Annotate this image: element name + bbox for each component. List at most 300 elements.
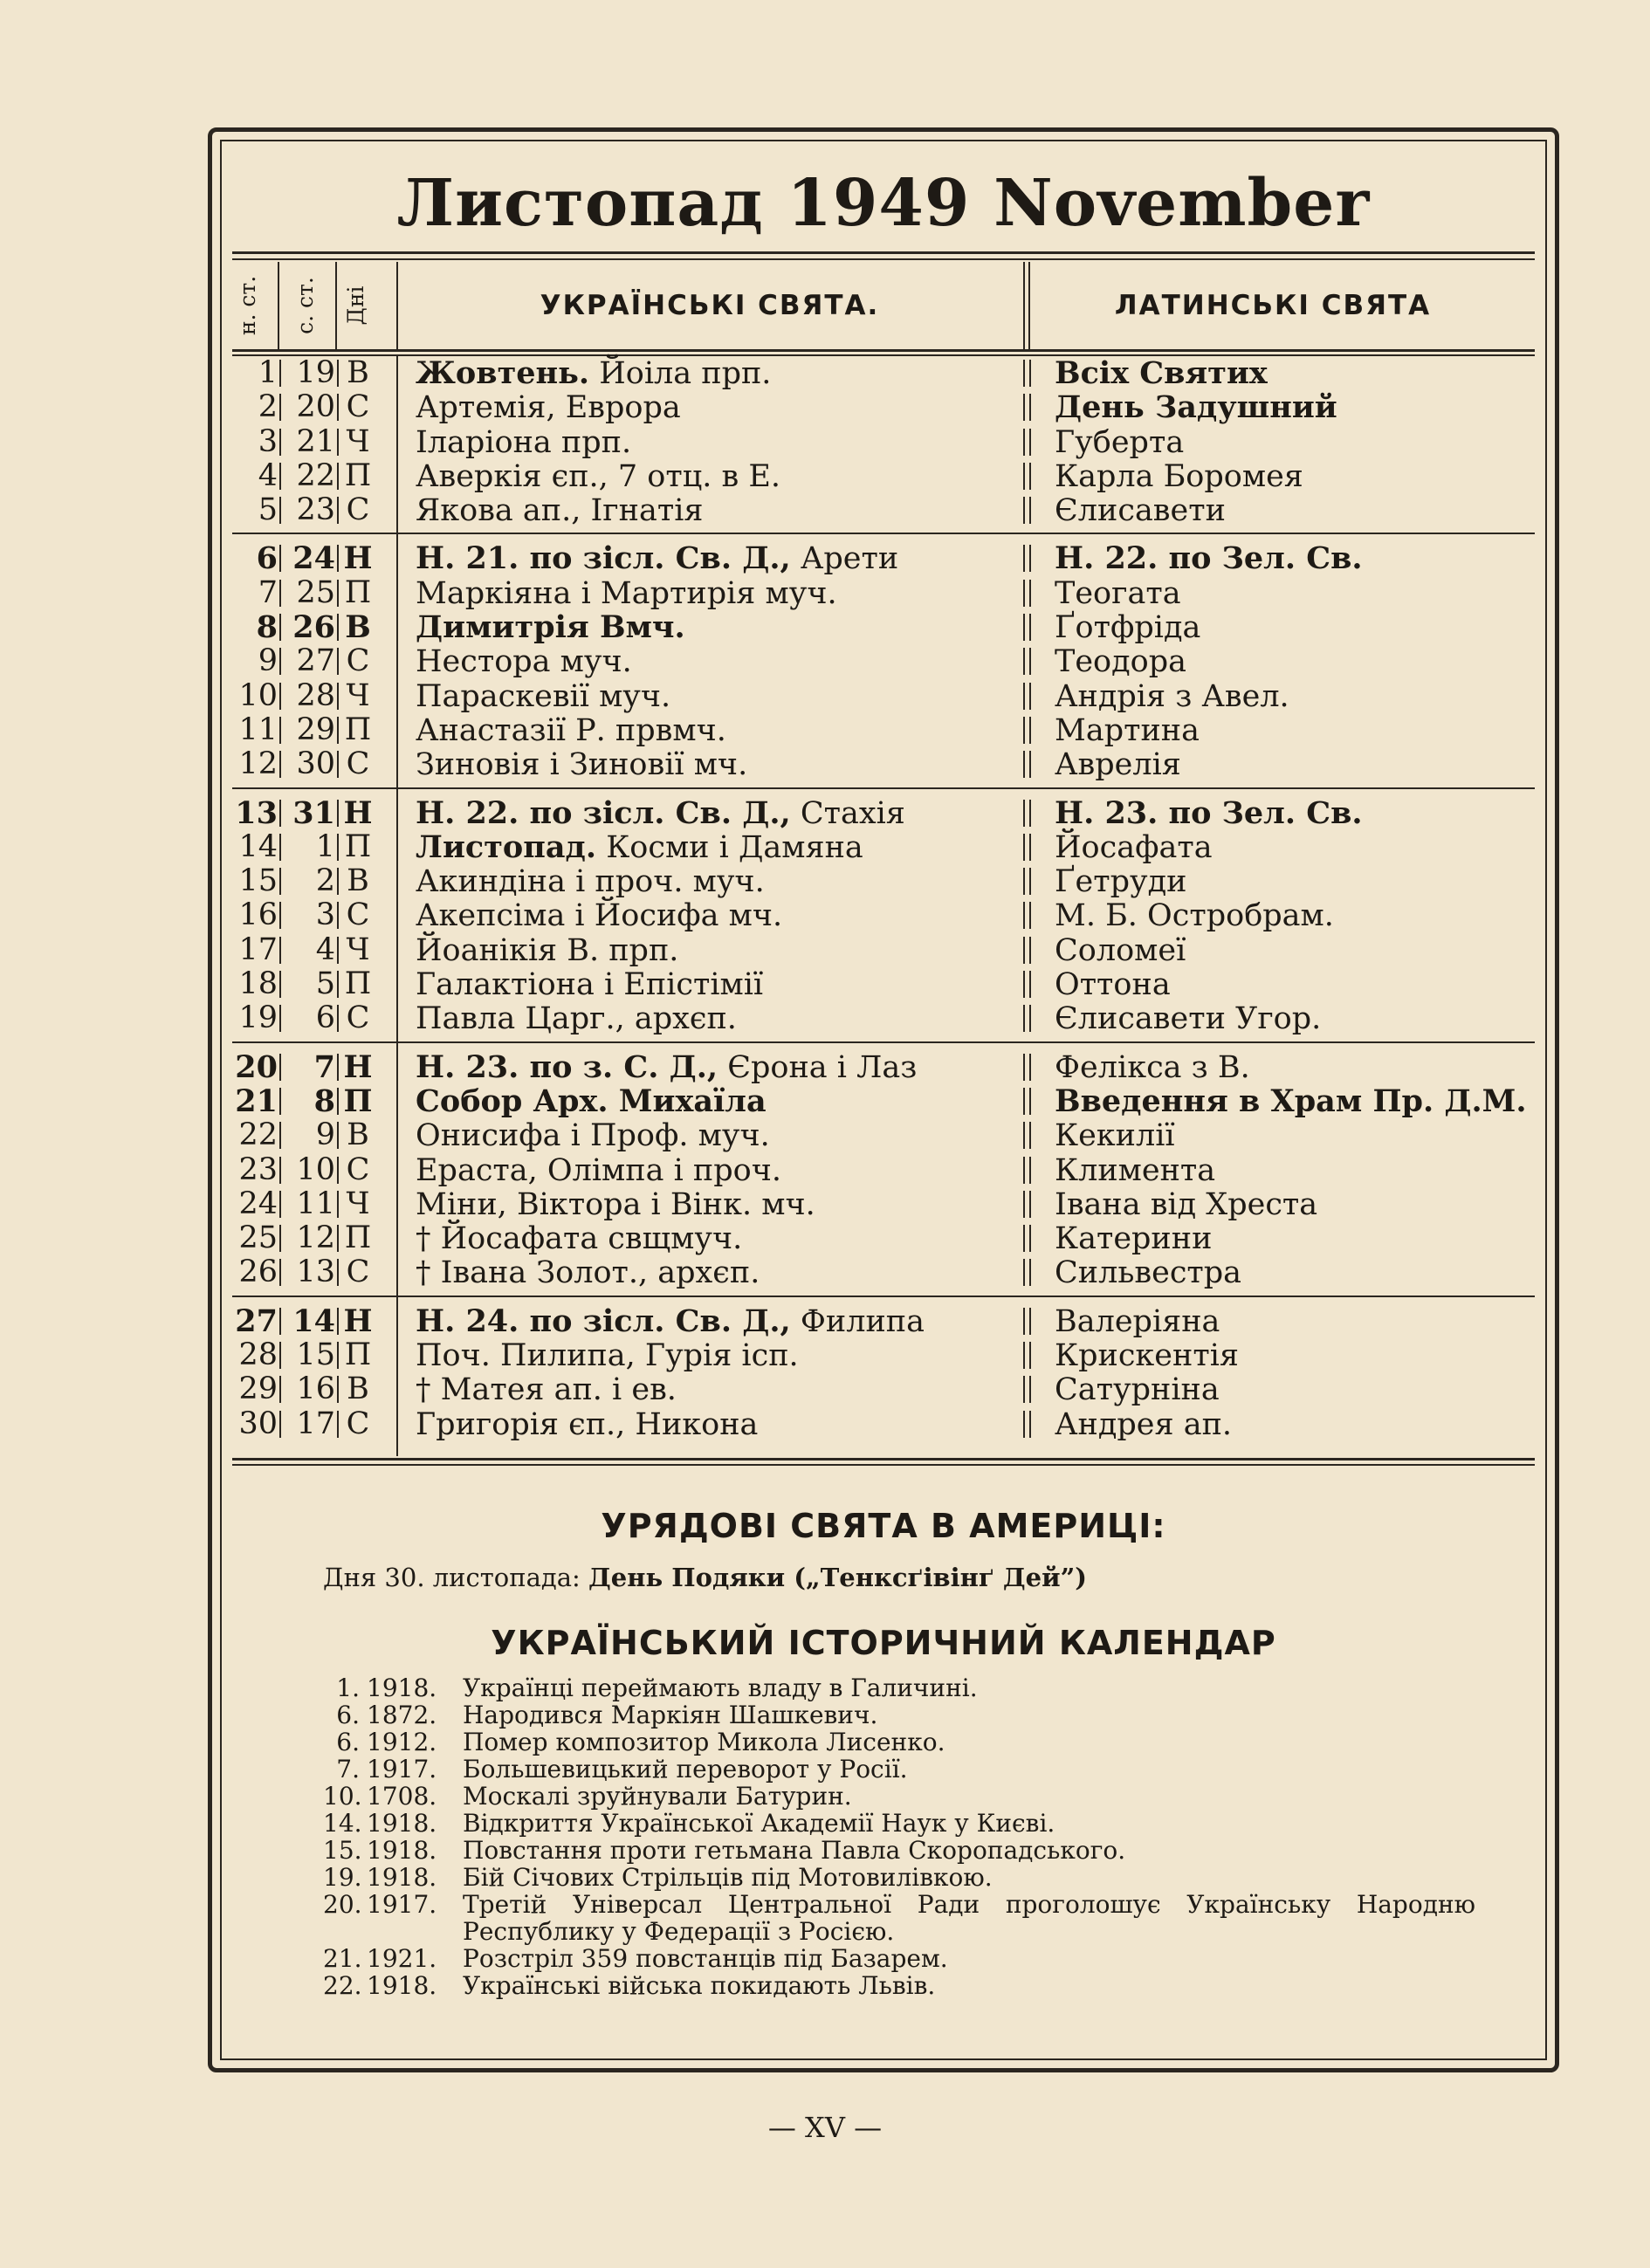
ukrainian-holiday-bold: Листопад. [416, 828, 597, 865]
weekday: П [344, 1337, 372, 1373]
calendar-row [232, 1338, 1535, 1372]
ukrainian-holiday [416, 1407, 758, 1442]
ukrainian-holiday [416, 1372, 677, 1407]
column-rule [279, 1225, 281, 1252]
column-rule-double [1023, 971, 1031, 998]
column-rule [337, 1259, 339, 1286]
latin-holiday [1055, 1187, 1317, 1222]
history-text: Москалі зруйнували Батурин. [463, 1782, 852, 1811]
column-rule-double [1023, 1088, 1031, 1115]
column-rule [279, 1342, 281, 1369]
ukrainian-holiday [416, 459, 780, 494]
new-style-day: 22 [238, 1117, 278, 1153]
column-rule [337, 1342, 339, 1369]
column-rule [279, 545, 281, 572]
header-latin-holidays: ЛАТИНСЬКІ СВЯТА [1114, 290, 1432, 321]
column-rule [337, 971, 339, 998]
ukrainian-holiday-text: Іларіона прп. [416, 424, 632, 460]
week-separator [232, 1036, 1535, 1050]
new-style-day: 26 [238, 1254, 278, 1290]
history-item [323, 1756, 1475, 1783]
latin-holiday [1055, 1084, 1527, 1119]
column-rule [279, 834, 281, 861]
column-rule [279, 971, 281, 998]
history-heading: УКРАЇНСЬКИЙ ІСТОРИЧНИЙ КАЛЕНДАР [491, 1624, 1276, 1662]
latin-holiday-text: Андрія з Авел. [1055, 678, 1289, 714]
column-rule [337, 648, 339, 675]
old-style-day: 11 [296, 1186, 335, 1221]
column-rule [279, 394, 281, 421]
history-text: Народився Маркіян Шашкевич. [463, 1701, 878, 1729]
calendar-row [232, 933, 1535, 967]
calendar-row [232, 864, 1535, 898]
calendar-row [232, 967, 1535, 1001]
column-rule [337, 1054, 339, 1081]
header-ukrainian-holidays: УКРАЇНСЬКІ СВЯТА. [540, 290, 880, 321]
column-rule-double [1023, 580, 1031, 607]
latin-holiday-bold: Введення в Храм Пр. Д.М. [1055, 1082, 1527, 1119]
old-style-day: 16 [296, 1371, 335, 1407]
column-rule [337, 937, 339, 964]
new-style-day: 10 [238, 677, 278, 713]
column-rule [337, 1088, 339, 1115]
column-rule [279, 1376, 281, 1403]
column-rule-double [1023, 545, 1031, 572]
new-style-day: 19 [238, 1000, 278, 1036]
column-rule [337, 1122, 339, 1149]
new-style-day: 15 [238, 863, 278, 899]
column-rule [279, 1308, 281, 1335]
ukrainian-holiday-text: Галактіона і Епістімії [416, 967, 764, 1003]
column-rule [279, 1122, 281, 1149]
history-day: 6. [336, 1728, 360, 1756]
calendar-row [232, 1050, 1535, 1084]
header-new-style: н. ст. [235, 275, 260, 336]
column-rule [279, 902, 281, 929]
weekday: Ч [346, 1186, 370, 1221]
calendar-row [232, 830, 1535, 864]
column-rule [279, 463, 281, 490]
history-year: 1918. [367, 1809, 437, 1838]
weekday: П [343, 1082, 373, 1119]
ukrainian-holiday [416, 713, 726, 748]
new-style-day: 23 [238, 1151, 278, 1187]
calendar-row [232, 1084, 1535, 1118]
column-rule [279, 937, 281, 964]
ukrainian-holiday-text: Арети [790, 541, 899, 577]
weekday: С [346, 1151, 370, 1187]
ukrainian-holiday [416, 493, 703, 528]
column-rule [337, 1411, 339, 1438]
ukrainian-holiday [416, 1338, 799, 1373]
column-rule-double [1023, 429, 1031, 456]
history-item [323, 1810, 1475, 1837]
ukrainian-holiday-text: Акепсіма і Йосифа мч. [416, 898, 783, 934]
column-rule [279, 497, 281, 524]
ukrainian-holiday-text: Поч. Пилипа, Гурія ісп. [416, 1338, 799, 1374]
calendar-row [232, 1118, 1535, 1152]
old-style-day: 5 [315, 966, 335, 1002]
weekday: Н [343, 1048, 373, 1085]
history-text: Большевицький переворот у Росії. [463, 1755, 908, 1783]
column-rule [337, 497, 339, 524]
history-text: Українці переймають владу в Галичині. [463, 1674, 978, 1702]
latin-holiday-text: Сатурніна [1055, 1372, 1220, 1408]
latin-holiday [1055, 1407, 1232, 1442]
weekday: Ч [346, 931, 370, 967]
history-text: Українські війська покидають Львів. [463, 1971, 936, 2000]
weekday: Н [343, 540, 373, 577]
history-day: 22. [323, 1971, 362, 2000]
history-year: 1918. [367, 1674, 437, 1702]
latin-holiday-text: Фелікса з В. [1055, 1049, 1250, 1085]
calendar-row [232, 1153, 1535, 1187]
history-text: Відкриття Української Академії Наук у Києві. [463, 1809, 1055, 1838]
old-style-day: 9 [315, 1117, 335, 1153]
old-style-day: 6 [315, 1000, 335, 1036]
column-rule [337, 834, 339, 861]
latin-holiday-text: Карла Боромея [1055, 458, 1303, 494]
table-rule-top [232, 1458, 1535, 1460]
ukrainian-holiday [416, 425, 631, 460]
weekday: С [346, 1405, 370, 1441]
ukrainian-holiday-text: Филипа [790, 1303, 925, 1339]
latin-holiday [1055, 747, 1181, 782]
ukrainian-holiday-text: Акиндіна і проч. муч. [416, 864, 765, 900]
weekday: С [346, 643, 370, 679]
ukrainian-holiday-text: † Йосафата свщмуч. [416, 1221, 743, 1257]
ukrainian-holiday [416, 576, 837, 611]
ukrainian-holiday-text: Зиновія і Зиновії мч. [416, 747, 748, 783]
old-style-day: 26 [292, 609, 335, 646]
old-style-day: 20 [296, 389, 335, 425]
column-rule-double [1023, 360, 1031, 387]
column-rule-double [1023, 868, 1031, 895]
calendar-row [232, 356, 1535, 390]
old-style-day: 28 [296, 677, 335, 713]
latin-holiday [1055, 390, 1337, 425]
latin-holiday-text: Єлисавети [1055, 493, 1226, 529]
ukrainian-holiday-text: † Івана Золот., архєп. [416, 1255, 760, 1291]
latin-holiday [1055, 864, 1186, 899]
old-style-day: 21 [296, 423, 335, 459]
latin-holiday-text: Теодора [1055, 644, 1187, 680]
title-rule-top [232, 251, 1535, 254]
weekday: П [344, 457, 372, 493]
column-rule [337, 394, 339, 421]
column-rule-double [1023, 1005, 1031, 1032]
old-style-day: 19 [296, 355, 335, 390]
calendar-row [232, 1304, 1535, 1338]
history-item [323, 1701, 1475, 1728]
calendar-row [232, 747, 1535, 781]
latin-holiday-text: Ґетруди [1055, 864, 1187, 900]
ukrainian-holiday-bold: Димитрія Вмч. [416, 609, 685, 646]
history-day: 21. [323, 1944, 362, 1973]
new-style-day: 25 [238, 1220, 278, 1256]
column-rule [337, 751, 339, 778]
column-rule-double [1023, 717, 1031, 744]
ukrainian-holiday-text: Онисифа і Проф. муч. [416, 1118, 770, 1154]
latin-holiday-text: Соломеї [1055, 932, 1186, 968]
history-text: Третій Універсал Центральної Ради проголошує Українську Народню Республику у Федерації з Росією. [463, 1890, 1475, 1946]
history-day: 14. [323, 1809, 362, 1838]
weekday: С [346, 746, 370, 782]
ukrainian-holiday-text: Йоіла прп. [589, 356, 772, 391]
column-rule-double [1023, 497, 1031, 524]
old-style-day: 13 [296, 1254, 335, 1290]
new-style-day: 20 [235, 1048, 278, 1085]
latin-holiday [1055, 1338, 1239, 1373]
calendar-row [232, 541, 1535, 575]
ukrainian-holiday [416, 1187, 815, 1222]
weekday: С [346, 1000, 370, 1036]
column-rule-double [1023, 394, 1031, 421]
history-day: 10. [323, 1782, 362, 1811]
history-year: 1918. [367, 1863, 437, 1892]
column-rule-double [1023, 1054, 1031, 1081]
latin-holiday [1055, 713, 1200, 748]
latin-holiday-text: Теогата [1055, 575, 1181, 611]
column-rule-double [1023, 937, 1031, 964]
ukrainian-holiday-text: Міни, Віктора і Вінк. мч. [416, 1186, 815, 1222]
column-rule [279, 683, 281, 710]
old-style-day: 3 [315, 897, 335, 933]
new-style-day: 18 [238, 966, 278, 1002]
column-rule [279, 1005, 281, 1032]
latin-holiday [1055, 610, 1200, 645]
new-style-day: 1 [258, 355, 278, 390]
weekday-divider [396, 356, 398, 1456]
column-rule [337, 1157, 339, 1184]
column-rule-double [1023, 751, 1031, 778]
old-style-day: 4 [315, 931, 335, 967]
weekday: В [345, 609, 371, 646]
ukrainian-holiday [416, 1304, 925, 1339]
history-day: 6. [336, 1701, 360, 1729]
ukrainian-holiday [416, 1084, 767, 1119]
ukrainian-holiday-text: Параскевії муч. [416, 678, 671, 714]
old-style-day: 25 [296, 574, 335, 610]
calendar-row [232, 679, 1535, 713]
column-rule [279, 1191, 281, 1218]
latin-holiday-text: Оттона [1055, 967, 1171, 1003]
ukrainian-holiday-bold: Н. 24. по зісл. Св. Д., [416, 1302, 791, 1339]
calendar-row [232, 576, 1535, 610]
column-rule [337, 717, 339, 744]
latin-holiday [1055, 459, 1303, 494]
column-rule [279, 360, 281, 387]
latin-holiday-text: Климента [1055, 1152, 1216, 1188]
column-rule [279, 1157, 281, 1184]
column-rule-double [1023, 1157, 1031, 1184]
latin-holiday-text: М. Б. Остробрам. [1055, 898, 1334, 934]
old-style-day: 22 [296, 457, 335, 493]
latin-holiday-text: Йосафата [1055, 829, 1213, 865]
history-year: 1912. [367, 1728, 437, 1756]
weekday: П [344, 828, 372, 864]
old-style-day: 17 [296, 1405, 335, 1441]
weekday: В [347, 355, 369, 390]
latin-holiday [1055, 493, 1226, 528]
calendar-row [232, 1407, 1535, 1441]
table-rule-bottom [232, 1464, 1535, 1466]
ukrainian-holiday [416, 1221, 742, 1256]
old-style-day: 30 [296, 746, 335, 782]
new-style-day: 16 [238, 897, 278, 933]
ukrainian-holiday-text: Йоанікія В. прп. [416, 932, 679, 968]
latin-holiday-bold: Н. 23. по Зел. Св. [1055, 794, 1363, 831]
column-rule [337, 1308, 339, 1335]
ukrainian-holiday [416, 390, 681, 425]
us-holiday-line [323, 1563, 1087, 1592]
new-style-day: 7 [258, 574, 278, 610]
old-style-day: 29 [296, 711, 335, 747]
calendar-row [232, 459, 1535, 493]
old-style-day: 2 [315, 863, 335, 899]
header-divider-1 [278, 262, 279, 349]
new-style-day: 21 [235, 1082, 278, 1119]
ukrainian-holiday-bold: Жовтень. [416, 355, 590, 391]
column-rule [337, 1225, 339, 1252]
column-rule [279, 717, 281, 744]
ukrainian-holiday [416, 796, 905, 831]
weekday: С [346, 1254, 370, 1290]
history-list [323, 1674, 1475, 1999]
history-day: 15. [323, 1836, 362, 1865]
column-rule [337, 1191, 339, 1218]
ukrainian-holiday-text: Косми і Дамяна [596, 829, 863, 865]
history-item [323, 1728, 1475, 1756]
latin-holiday [1055, 898, 1334, 933]
latin-holiday [1055, 830, 1213, 865]
weekday: Н [343, 794, 373, 831]
column-rule-double [1023, 683, 1031, 710]
ukrainian-holiday-text: Ераста, Олімпа і проч. [416, 1152, 781, 1188]
new-style-day: 30 [238, 1405, 278, 1441]
history-text: Помер композитор Микола Лисенко. [463, 1728, 945, 1756]
latin-holiday [1055, 796, 1363, 831]
new-style-day: 14 [238, 828, 278, 864]
latin-holiday [1055, 1255, 1241, 1290]
latin-holiday [1055, 1118, 1175, 1153]
latin-holiday [1055, 967, 1171, 1002]
ukrainian-holiday-text: Єрона і Лаз [718, 1049, 918, 1085]
latin-holiday [1055, 933, 1186, 968]
column-rule [279, 1411, 281, 1438]
column-rule [337, 1005, 339, 1032]
ukrainian-holiday-text: Павла Царг., архєп. [416, 1001, 737, 1037]
latin-holiday [1055, 356, 1268, 391]
latin-holiday-text: Кекилії [1055, 1118, 1175, 1154]
new-style-day: 4 [258, 457, 278, 493]
weekday: С [346, 389, 370, 425]
page-title: Листопад 1949 November [396, 166, 1371, 241]
ukrainian-holiday [416, 1255, 760, 1290]
weekday: В [347, 1117, 369, 1153]
week-separator [232, 527, 1535, 541]
calendar-row [232, 1221, 1535, 1255]
history-item [323, 1972, 1475, 1999]
weekday: Н [343, 1302, 373, 1339]
column-rule [279, 614, 281, 641]
latin-holiday-bold: Н. 22. по Зел. Св. [1055, 540, 1363, 577]
latin-holiday-text: Крискентія [1055, 1338, 1239, 1374]
column-rule-double [1023, 1225, 1031, 1252]
ukrainian-holiday-bold: Н. 23. по з. С. Д., [416, 1048, 718, 1085]
new-style-day: 11 [238, 711, 278, 747]
new-style-day: 8 [256, 609, 278, 646]
calendar-row [232, 713, 1535, 747]
ukrainian-holiday-text: Григорія єп., Никона [416, 1406, 759, 1442]
column-rule [279, 751, 281, 778]
ukrainian-holiday [416, 864, 765, 899]
us-holidays-heading: УРЯДОВІ СВЯТА В АМЕРИЦІ: [601, 1507, 1166, 1545]
history-year: 1708. [367, 1782, 437, 1811]
calendar-row [232, 390, 1535, 424]
header-old-style: с. ст. [292, 277, 318, 334]
history-text: Розстріл 359 повстанців під Базарем. [463, 1944, 948, 1973]
new-style-day: 17 [238, 931, 278, 967]
old-style-day: 1 [315, 828, 335, 864]
column-rule-double [1023, 648, 1031, 675]
column-rule-double [1023, 1376, 1031, 1403]
column-rule-double [1023, 834, 1031, 861]
latin-holiday-text: Катерини [1055, 1221, 1213, 1257]
ukrainian-holiday [416, 933, 678, 968]
ukrainian-holiday [416, 1153, 781, 1188]
title-rule-bottom [232, 258, 1535, 260]
weekday: П [344, 1220, 372, 1256]
page-number: — XV — [767, 2111, 883, 2144]
latin-holiday [1055, 425, 1184, 460]
column-rule-double [1023, 1191, 1031, 1218]
week-separator [232, 782, 1535, 796]
old-style-day: 24 [292, 540, 335, 577]
latin-holiday-bold: День Задушний [1055, 389, 1337, 426]
history-year: 1918. [367, 1971, 437, 2000]
ukrainian-holiday-bold: Собор Арх. Михаїла [416, 1082, 767, 1119]
latin-holiday-text: Сильвестра [1055, 1255, 1242, 1291]
latin-holiday [1055, 679, 1289, 714]
column-rule-double [1023, 1342, 1031, 1369]
calendar-row [232, 1372, 1535, 1406]
latin-holiday [1055, 541, 1363, 576]
column-rule [337, 902, 339, 929]
history-day: 7. [336, 1755, 360, 1783]
latin-holiday-text: Мартина [1055, 712, 1200, 748]
ukrainian-holiday-text: Артемія, Еврора [416, 390, 681, 426]
column-rule-double [1023, 614, 1031, 641]
history-year: 1918. [367, 1836, 437, 1865]
ukrainian-holiday-text: Маркіяна і Мартирія муч. [416, 575, 837, 611]
new-style-day: 2 [258, 389, 278, 425]
weekday: В [347, 1371, 369, 1407]
latin-holiday-text: Аврелія [1055, 747, 1181, 783]
column-rule [279, 429, 281, 456]
new-style-day: 9 [258, 643, 278, 679]
weekday: П [344, 574, 372, 610]
column-rule [279, 1259, 281, 1286]
ukrainian-holiday [416, 1050, 917, 1085]
new-style-day: 28 [238, 1337, 278, 1373]
ukrainian-holiday-text: † Матея ап. і ев. [416, 1372, 677, 1408]
latin-holiday-text: Ґотфріда [1055, 610, 1201, 646]
calendar-row [232, 493, 1535, 527]
new-style-day: 6 [256, 540, 278, 577]
column-rule [337, 1376, 339, 1403]
calendar-row [232, 425, 1535, 459]
